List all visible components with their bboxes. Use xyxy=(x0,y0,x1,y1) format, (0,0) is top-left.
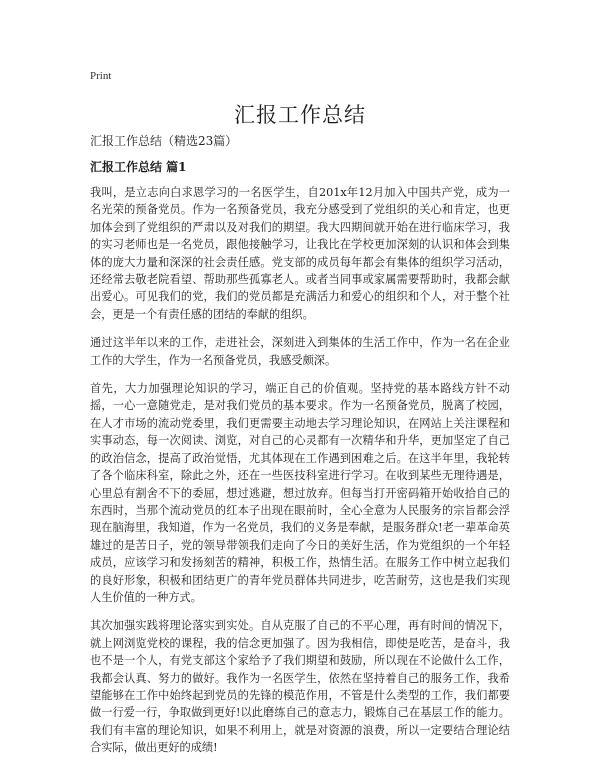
paragraph-2: 通过这半年以来的工作，走进社会，深刻进入到集体的生活工作中，作为一名在企业工作的大学生，作为一名预备党员，我感受颇深。 xyxy=(90,336,510,367)
paragraph-3: 首先，大力加强理论知识的学习，端正自己的价值观。坚持党的基本路线方针不动摇，一心一意随党走，是对我们党员的基本要求。作为一名预备党员，脱离了校园，在人才市场的流动党委里，我们更需要主动地去学习理论知识，在网站上关注课程和实事动态，每一次阅读、浏览，对自己的心灵都有一次精华和升华，更加坚定了自己的政治信念，提高了政治觉悟，尤其体现在工作遇到困难之后。在这半年里，我轮转了各个临床科室，除此之外，还在一些医技科室进行学习。在收到某些无理待遇是，心里总有割舍不下的委屈，想过逃避，想过放弃。但每当打开密码箱开始收拾自己的东西时，当那个流动党员的红本子出现在眼前时，全心全意为人民服务的宗旨都会浮现在脑海里，我知道，作为一名党员，我们的义务是奉献，是服务群众!老一辈革命英雄过的是苦日子，党的领导带领我们走向了今日的美好生活，作为党组织的一个年轻成员，应该学习和发扬刻苦的精神，积极工作，热情生活。在服务工作中树立起我们的良好形象，积极和团结更广的青年党员群体共同进步，吃苦耐劳，这也是我们实现人生价值的一种方式。 xyxy=(90,382,510,604)
paragraph-4: 其次加强实践将理论落实到实处。自从克服了自己的不平心理，再有时间的情况下，就上网浏览党校的课程，我的信念更加强了。因为我相信，即使是吃苦，是奋斗，我也不是一个人，有党支部这个家给予了我们期望和鼓励，所以现在不论做什么工作，我都会认真、努力的做好。我作为一名医学生，依然在坚持着自己的服务工作，我希望能够在工作中始终起到党员的先锋的模范作用，不管是什么类型的工作，我们都要做一行爱一行，争取做到更好!以此磨练自己的意志力，锻炼自己在基层工作的能力。我们有丰富的理论知识，如果不利用上，就是对资源的浪费，所以一定要结合理论结合实际，做出更好的成绩! xyxy=(90,619,510,755)
article-body xyxy=(90,184,510,768)
section-heading: 汇报工作总结 篇1 xyxy=(90,160,187,174)
print-link[interactable]: Print xyxy=(90,70,112,82)
page-title: 汇报工作总结 xyxy=(234,103,366,127)
article-subtitle: 汇报工作总结（精选23篇） xyxy=(90,134,238,148)
paragraph-1: 我叫，是立志向白求恩学习的一名医学生，自201x年12月加入中国共产党，成为一名光荣的预备党员。作为一名预备党员，我充分感受到了党组织的关心和肯定，也更加体会到了党组织的严肃以及对我们的期望。我大四期间就开始在进行临床学习，我的实习老师也是一名党员，跟他接触学习，让我比在学校更加深刻的认识和体会到集体的庞大力量和深深的社会责任感。党支部的成员每年都会有集体的组织学习活动，还经常去敬老院看望、帮助那些孤寡老人。或者当同事或家属需要帮助时，我都会献出爱心。可见我们的党，我们的党员都是充满活力和爱心的组织和个人，对于整个社会，更是一个有责任感的团结的奉献的组织。 xyxy=(90,186,510,321)
